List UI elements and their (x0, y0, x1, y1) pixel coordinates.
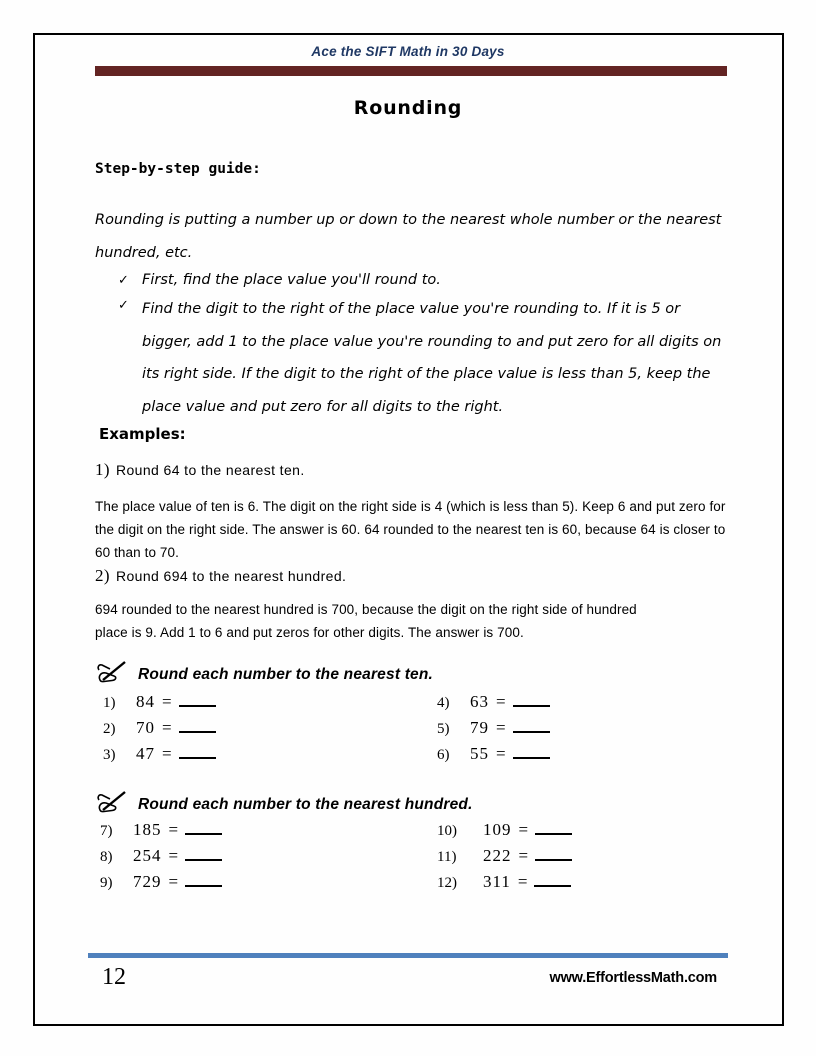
problem-number: 4) (437, 695, 450, 711)
header-divider-bar (95, 66, 727, 76)
exercise-instruction: Round each number to the nearest hundred. (138, 795, 473, 813)
example-explanation: The place value of ten is 6. The digit on the right side is 4 (which is less than 5). Keep 6 and put zero for the digit on the right side. The answer is 60. 64 rounded to the nearest ten is 60, because 64 is closer to 60 than to 70. (95, 499, 726, 560)
problem-value: 729 (133, 872, 162, 891)
problem-number: 9) (100, 875, 113, 891)
answer-blank (185, 820, 222, 835)
problem-number: 3) (103, 747, 116, 763)
problem-row (103, 744, 216, 770)
problem-row (437, 692, 550, 718)
problem-value: 79 (470, 718, 489, 737)
guide-bullet (118, 268, 734, 293)
writing-hand-icon (96, 660, 128, 689)
answer-blank (513, 718, 550, 733)
problem-number: 12) (437, 875, 457, 891)
problem-value: 185 (133, 820, 162, 839)
footer-divider-line (88, 953, 728, 958)
equals-sign: = (168, 872, 179, 891)
problem-row (437, 744, 550, 770)
answer-blank (185, 846, 222, 861)
problem-value: 254 (133, 846, 162, 865)
problem-row (100, 846, 222, 872)
guide-intro: Rounding is putting a number up or down to the nearest whole number or the nearest hundred, etc. (95, 212, 722, 261)
problem-row (437, 820, 572, 846)
problem-number: 1) (103, 695, 116, 711)
problem-row (437, 846, 572, 872)
problems-column (437, 692, 550, 770)
equals-sign: = (496, 692, 506, 711)
example-prompt (95, 460, 305, 480)
equals-sign: = (518, 846, 529, 865)
problem-row (100, 872, 222, 898)
example-number: 1) (95, 460, 110, 479)
answer-blank (179, 744, 216, 759)
running-head: Ace the SIFT Math in 30 Days (311, 44, 505, 59)
page-number: 12 (102, 964, 126, 990)
answer-blank (535, 846, 572, 861)
problem-row (103, 692, 216, 718)
answer-blank (513, 692, 550, 707)
problem-number: 8) (100, 849, 113, 865)
problem-number: 7) (100, 823, 113, 839)
problem-value: 222 (483, 846, 512, 865)
equals-sign: = (162, 718, 172, 737)
problem-row (103, 718, 216, 744)
problem-number: 10) (437, 823, 457, 839)
exercise-header-tens (96, 660, 433, 689)
equals-sign: = (162, 744, 172, 763)
problem-value: 63 (470, 692, 489, 711)
problem-value: 70 (136, 718, 155, 737)
problem-number: 5) (437, 721, 450, 737)
answer-blank (513, 744, 550, 759)
check-icon: ✓ (118, 298, 129, 313)
equals-sign: = (168, 846, 179, 865)
exercise-instruction: Round each number to the nearest ten. (138, 665, 434, 683)
problem-value: 109 (483, 820, 512, 839)
answer-blank (179, 718, 216, 733)
problems-column (437, 820, 572, 898)
problems-column (103, 692, 216, 770)
equals-sign: = (496, 718, 506, 737)
problem-value: 47 (136, 744, 155, 763)
equals-sign: = (162, 692, 172, 711)
problem-number: 6) (437, 747, 450, 763)
examples-heading: Examples: (99, 425, 186, 443)
answer-blank (535, 820, 572, 835)
example-number: 2) (95, 566, 110, 585)
answer-blank (179, 692, 216, 707)
problem-row (100, 820, 222, 846)
guide-bullet-text: First, find the place value you'll round to. (142, 272, 441, 288)
equals-sign: = (496, 744, 506, 763)
guide-bullet (118, 293, 734, 423)
equals-sign: = (168, 820, 179, 839)
problem-row (437, 872, 572, 898)
check-icon: ✓ (118, 273, 129, 288)
example-explanation: 694 rounded to the nearest hundred is 700, because the digit on the right side of hundred place is 9. Add 1 to 6 and put zeros for other digits. The answer is 700. (95, 602, 637, 640)
example-prompt (95, 566, 346, 586)
problem-value: 311 (483, 872, 511, 891)
writing-hand-icon (96, 790, 128, 819)
answer-blank (185, 872, 222, 887)
guide-bullet-list (118, 268, 734, 423)
problem-number: 11) (437, 849, 457, 865)
guide-heading: Step-by-step guide: (95, 161, 261, 177)
example-prompt-text: Round 64 to the nearest ten. (115, 462, 305, 478)
example-prompt-text: Round 694 to the nearest hundred. (115, 568, 347, 584)
problem-value: 55 (470, 744, 489, 763)
equals-sign: = (517, 872, 528, 891)
page-title: Rounding (353, 97, 463, 119)
problem-value: 84 (136, 692, 155, 711)
equals-sign: = (518, 820, 529, 839)
problem-row (437, 718, 550, 744)
exercise-header-hundreds (96, 790, 473, 819)
problems-column (100, 820, 222, 898)
website-link[interactable]: www.EffortlessMath.com (549, 970, 717, 986)
problem-number: 2) (103, 721, 116, 737)
guide-bullet-text: Find the digit to the right of the place value you're rounding to. If it is 5 or bigger, add 1 to the place value you're rounding to and put zero for all digits on its right side. If the digit to the right of the place value is less than 5, keep the place value and put zero for all digits to the right. (142, 301, 722, 415)
answer-blank (534, 872, 571, 887)
